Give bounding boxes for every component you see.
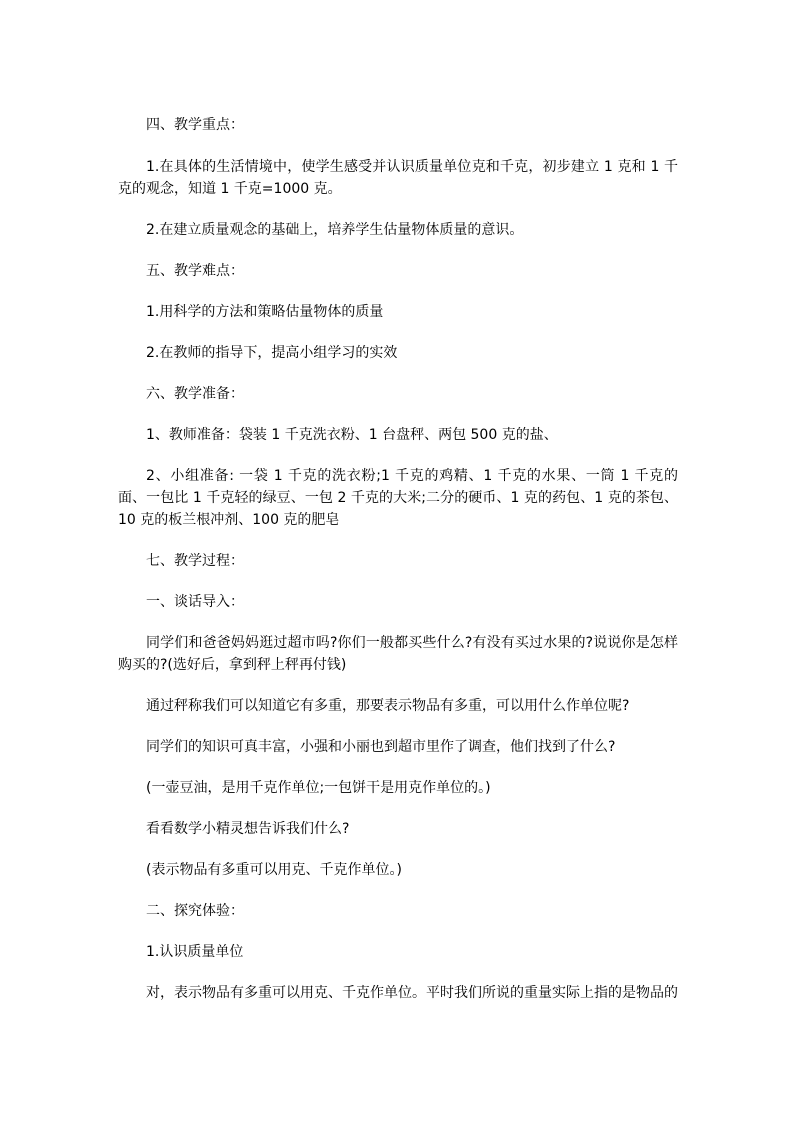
heading-teaching-preparation: 六、教学准备： xyxy=(146,386,244,402)
heading-teaching-difficulty: 五、教学难点： xyxy=(146,263,244,279)
paragraph-oil-biscuit: (一壶豆油，是用千克作单位;一包饼干是用克作单位的。) xyxy=(146,780,491,796)
heading-teaching-process: 七、教学过程： xyxy=(146,553,244,569)
paragraph-focus-1: 1.在具体的生活情境中，使学生感受并认识质量单位克和千克，初步建立 1 克和 1 千克的观念，知道 1 千克=1000 克。 xyxy=(118,159,678,197)
paragraph-group-preparation: 2、小组准备: 一袋 1 千克的洗衣粉;1 千克的鸡精、1 千克的水果、一筒 1 千克的面、一包比 1 千克轻的绿豆、一包 2 千克的大米;二分的硬币、1 克的药包、1 克的茶包、10 克的板兰根冲剂、100 克的肥皂 xyxy=(118,468,678,528)
heading-explore-experience: 二、探究体验： xyxy=(146,903,244,919)
paragraph-recognize-units: 1.认识质量单位 xyxy=(146,944,244,960)
paragraph-difficulty-2: 2.在教师的指导下，提高小组学习的实效 xyxy=(146,345,398,361)
heading-conversation-intro: 一、谈话导入： xyxy=(146,594,244,610)
heading-teaching-focus: 四、教学重点： xyxy=(146,117,244,133)
paragraph-weight-explanation: 对，表示物品有多重可以用克、千克作单位。平时我们所说的重量实际上指的是物品的 xyxy=(146,985,678,1001)
paragraph-difficulty-1: 1.用科学的方法和策略估量物体的质量 xyxy=(146,304,384,320)
paragraph-math-sprite: 看看数学小精灵想告诉我们什么? xyxy=(146,821,350,837)
paragraph-focus-2: 2.在建立质量观念的基础上，培养学生估量物体质量的意识。 xyxy=(146,222,524,238)
paragraph-scale-question: 通过秤称我们可以知道它有多重，那要表示物品有多重，可以用什么作单位呢? xyxy=(146,698,630,714)
paragraph-units-answer: (表示物品有多重可以用克、千克作单位。) xyxy=(146,862,402,878)
paragraph-teacher-preparation: 1、教师准备：袋装 1 千克洗衣粉、1 台盘秤、两包 500 克的盐、 xyxy=(146,427,558,443)
paragraph-supermarket-question: 同学们和爸爸妈妈逛过超市吗?你们一般都买些什么?有没有买过水果的?说说你是怎样购买的?(选好后，拿到秤上秤再付钱) xyxy=(118,635,678,673)
document-body xyxy=(118,114,678,1004)
paragraph-survey: 同学们的知识可真丰富，小强和小丽也到超市里作了调查，他们找到了什么? xyxy=(146,739,616,755)
